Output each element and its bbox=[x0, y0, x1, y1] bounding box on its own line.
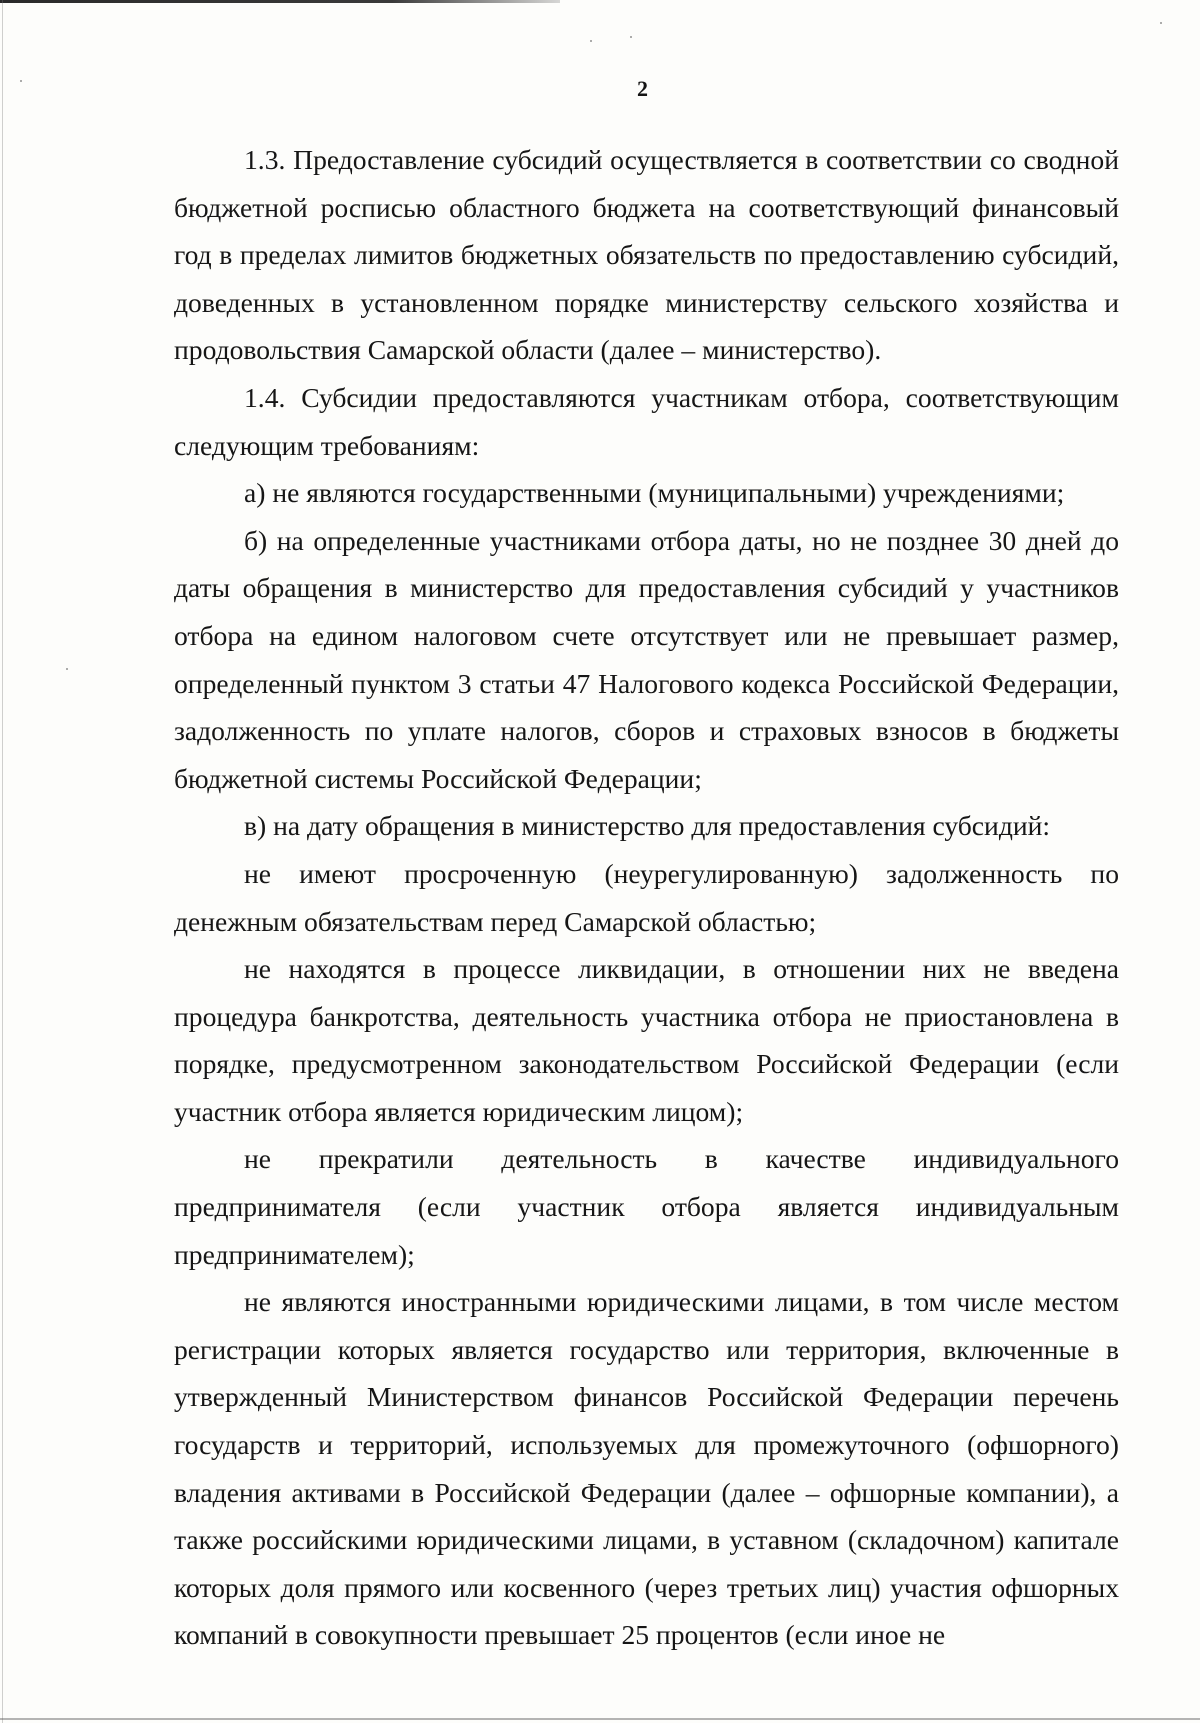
page-number: 2 bbox=[637, 76, 648, 101]
paragraph-1-4: 1.4. Субсидии предоставляются участникам отбора, соответствующим следующим требованиям: bbox=[174, 381, 1119, 461]
document-body bbox=[174, 136, 1119, 1659]
paragraph-item-v: в) на дату обращения в министерство для предоставления субсидий: bbox=[244, 810, 1051, 842]
scan-edge-bottom bbox=[0, 1718, 1200, 1720]
paragraph-no-debt: не имеют просроченную (неурегулированную) задолженность по денежным обязательствам перед Самарской областью; bbox=[174, 857, 1119, 937]
paragraph-1-3: 1.3. Предоставление субсидий осуществляется в соответствии со сводной бюджетной росписью областного бюджета на соответствующий финансовый год в пределах лимитов бюджетных обязательств по предоставлению субсидий, доведенных в установленном порядке министерству сельского хозяйства и продовольствия Самарской области (далее – министерство). bbox=[174, 144, 1119, 366]
paragraph-no-offshore: не являются иностранными юридическими лицами, в том числе местом регистрации которых является государство или территория, включенные в утвержденный Министерством финансов Российской Федерации перечень государств и территорий, используемых для промежуточного (офшорного) владения активами в Российской Федерации (далее – офшорные компании), а также российскими юридическими лицами, в уставном (складочном) капитале которых доля прямого или косвенного (через третьих лиц) участия офшорных компаний в совокупности превышает 25 процентов (если иное не bbox=[174, 1286, 1119, 1651]
paragraph-no-liquidation: не находятся в процессе ликвидации, в отношении них не введена процедура банкротства, деятельность участника отбора не приостановлена в порядке, предусмотренном законодательством Российской Федерации (если участник отбора является юридическим лицом); bbox=[174, 953, 1119, 1127]
scan-speck bbox=[590, 40, 592, 42]
paragraph-no-termination: не прекратили деятельность в качестве индивидуального предпринимателя (если участник отбора является индивидуальным предпринимателем); bbox=[174, 1143, 1119, 1270]
scan-edge-top bbox=[0, 0, 560, 3]
scan-speck bbox=[66, 668, 68, 670]
scan-edge-left bbox=[2, 0, 3, 1723]
paragraph-item-b: б) на определенные участниками отбора даты, но не позднее 30 дней до даты обращения в министерство для предоставления субсидий у участников отбора на едином налоговом счете отсутствует или не превышает размер, определенный пунктом 3 статьи 47 Налогового кодекса Российской Федерации, задолженность по уплате налогов, сборов и страховых взносов в бюджеты бюджетной системы Российской Федерации; bbox=[174, 524, 1119, 794]
scan-speck bbox=[1160, 22, 1162, 24]
scan-speck bbox=[630, 36, 632, 38]
paragraph-item-a: а) не являются государственными (муниципальными) учреждениями; bbox=[244, 477, 1065, 509]
